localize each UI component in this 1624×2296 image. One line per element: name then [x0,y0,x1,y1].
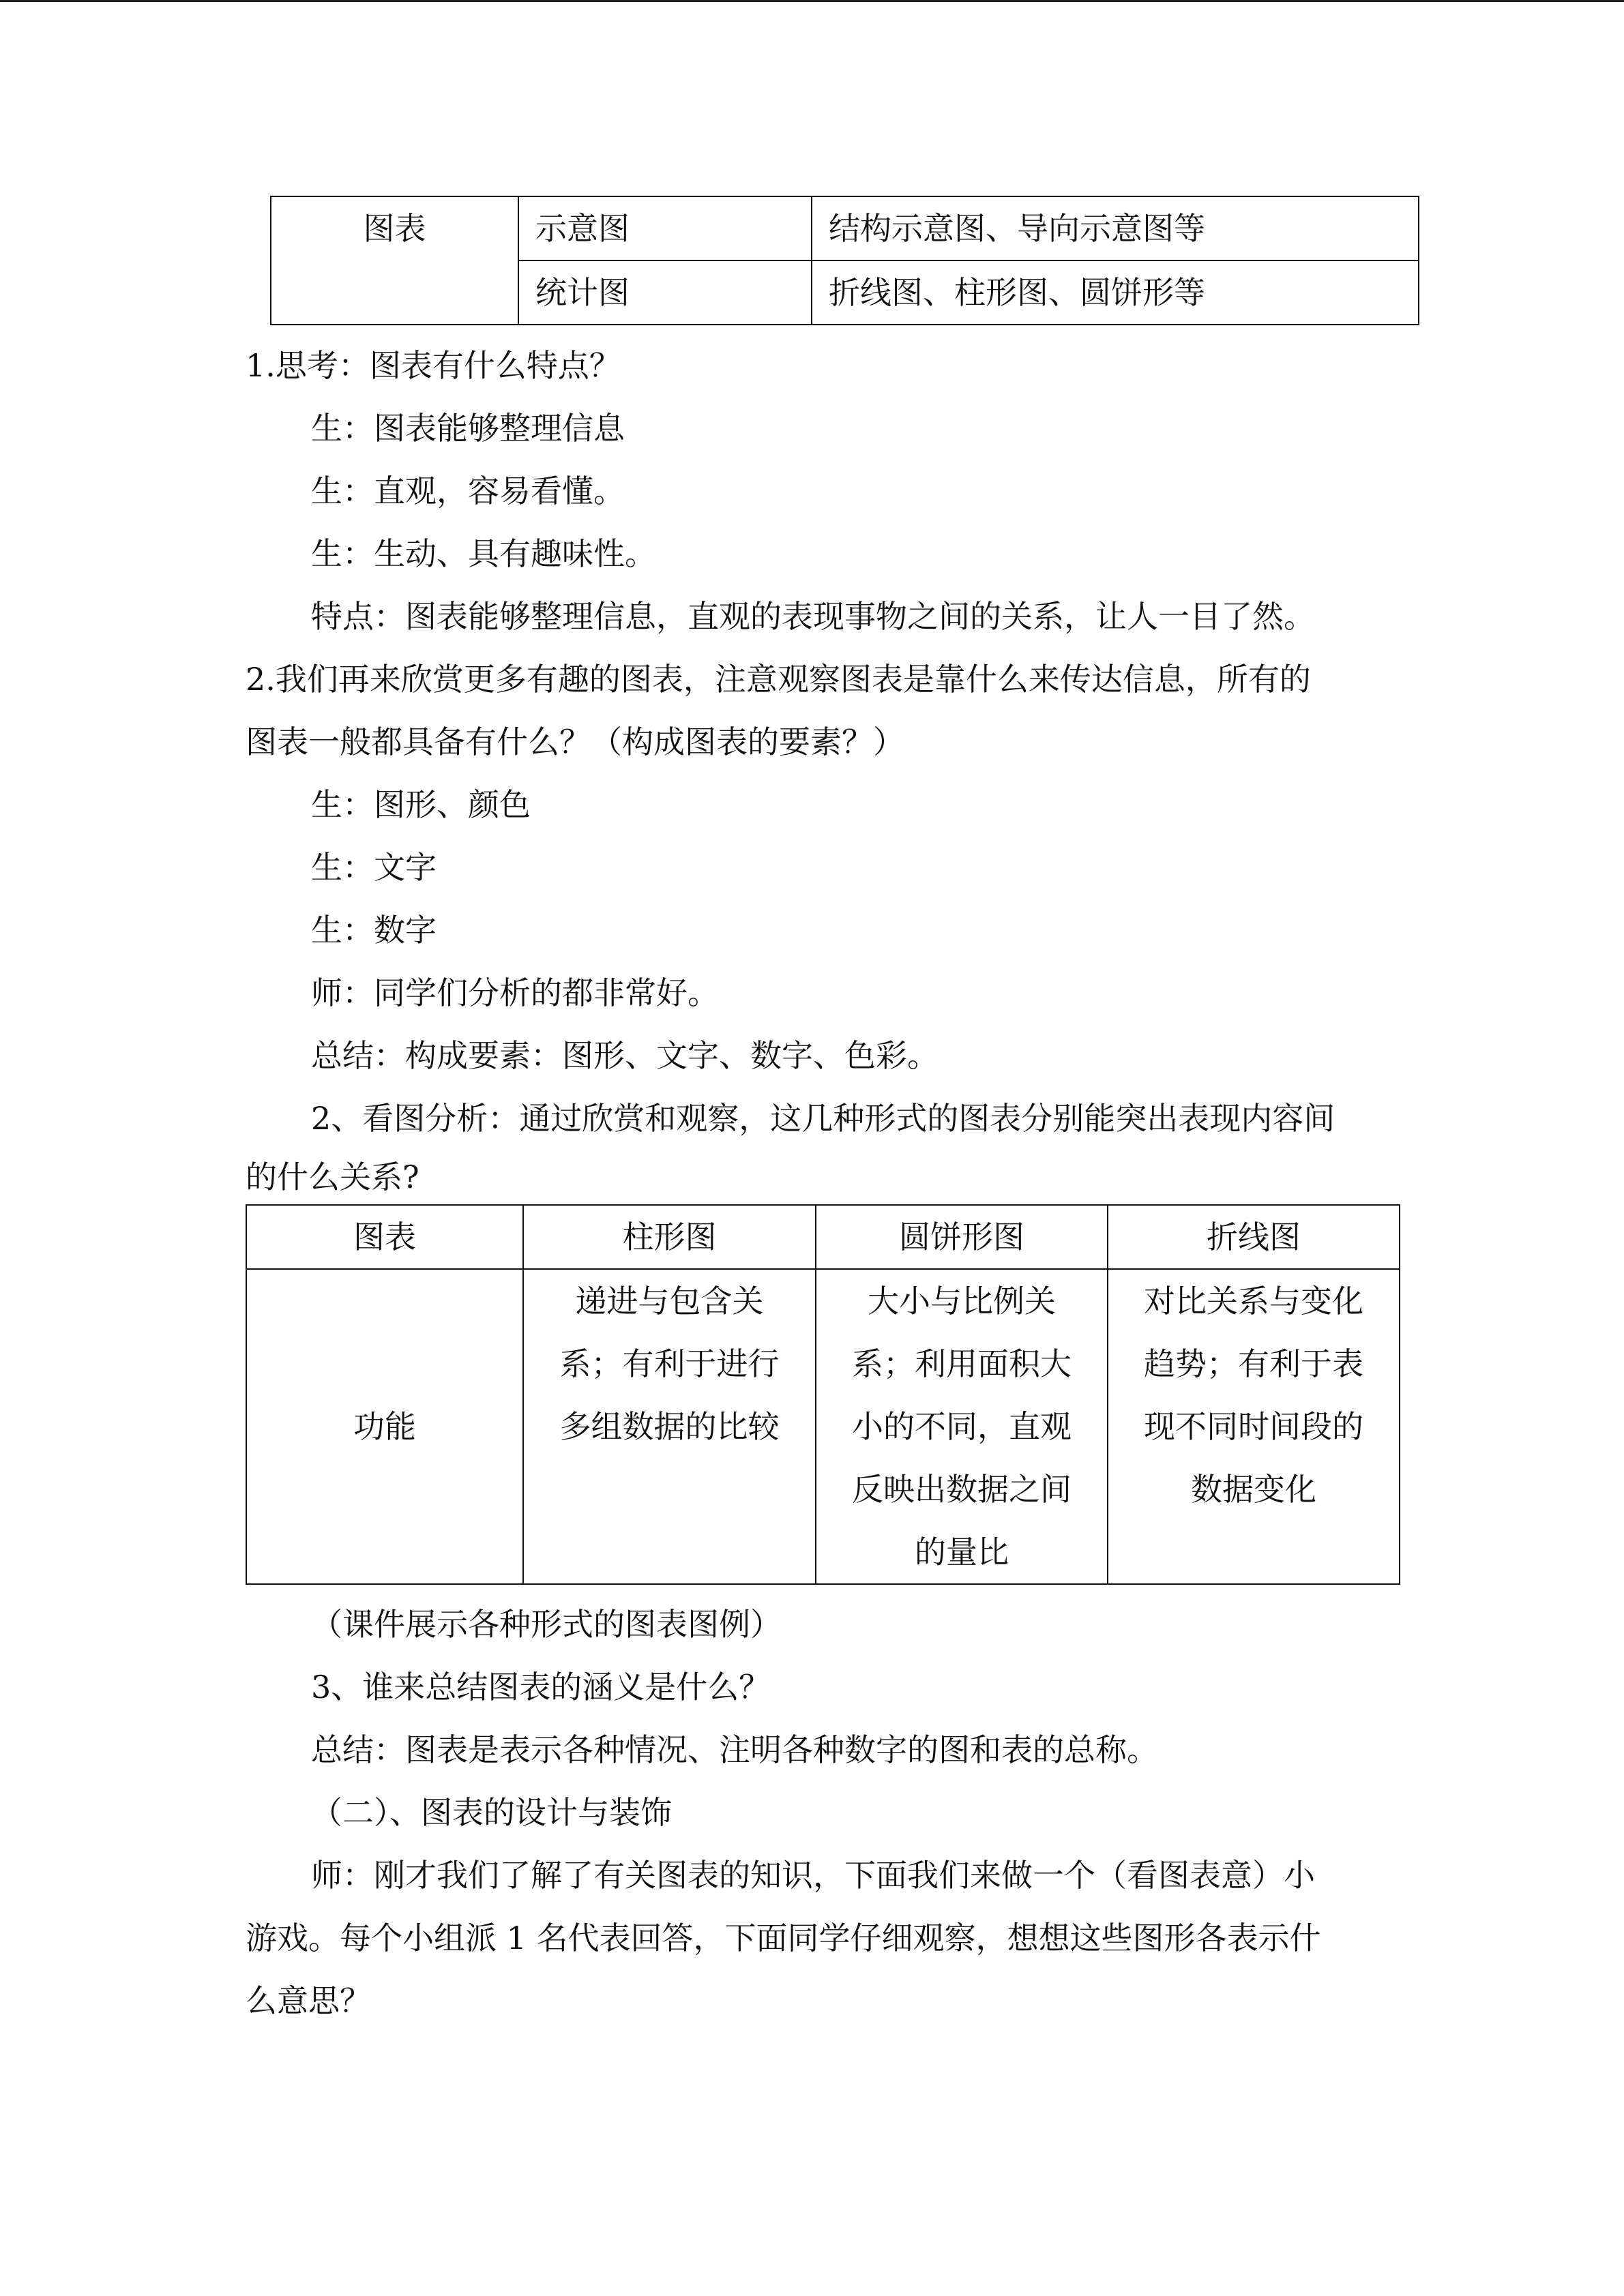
table-cell [523,1269,816,1584]
paragraph: 2.我们再来欣赏更多有趣的图表，注意观察图表是靠什么来传达信息，所有的 [246,661,1311,698]
paragraph: 3、谁来总结图表的涵义是什么？ [311,1669,771,1705]
paragraph: 1.思考：图表有什么特点？ [246,347,621,384]
paragraph: 生：文字 [311,849,437,886]
cell-line: 小的不同，直观 [852,1408,1072,1445]
cell-line: 对比关系与变化 [1144,1283,1363,1320]
paragraph: 的什么关系? [246,1159,419,1195]
cell-line: 现不同时间段的 [1144,1408,1363,1445]
table-cell: 示意图 [518,196,812,260]
paragraph: （课件展示各种形式的图表图例） [311,1606,782,1643]
table-cell: 折线图、柱形图、圆饼形等 [812,260,1419,325]
paragraph: 特点：图表能够整理信息，直观的表现事物之间的关系，让人一目了然。 [311,598,1315,635]
chart-types-table [270,196,1419,325]
paragraph: 生：数字 [311,912,437,949]
section-heading: （二）、图表的设计与装饰 [311,1794,672,1831]
cell-line: 大小与比例关 [868,1283,1056,1320]
paragraph: 2、看图分析：通过欣赏和观察，这几种形式的图表分别能突出表现内容间 [311,1100,1335,1137]
paragraph: 生：图形、颜色 [311,786,531,823]
table-row [246,1269,1400,1584]
paragraph: 总结：构成要素：图形、文字、数字、色彩。 [311,1037,939,1074]
paragraph: 总结：图表是表示各种情况、注明各种数字的图和表的总称。 [311,1731,1158,1768]
paragraph: 生：图表能够整理信息 [311,410,625,447]
cell-line: 的量比 [915,1534,1009,1570]
cell-line: 数据变化 [1191,1471,1316,1508]
paragraph: 图表一般都具备有什么？（构成图表的要素？） [246,724,904,760]
paragraph: 师：同学们分析的都非常好。 [311,974,719,1011]
table-cell: 结构示意图、导向示意图等 [812,196,1419,260]
paragraph: 师：刚才我们了解了有关图表的知识，下面我们来做一个（看图表意）小 [311,1857,1315,1894]
paragraph: 生：生动、具有趣味性。 [311,535,656,572]
paragraph: 么意思？ [246,1982,371,2019]
table-category-cell: 图表 [271,196,518,325]
table-header-cell: 图表 [246,1205,523,1269]
table-header-cell: 柱形图 [523,1205,816,1269]
cell-line: 趋势；有利于表 [1144,1345,1363,1382]
cell-line: 系；有利于进行 [559,1345,780,1382]
table-header-row [246,1205,1400,1269]
table-row-label: 功能 [246,1269,523,1584]
table-cell: 统计图 [518,260,812,325]
table-cell [816,1269,1108,1584]
table-row [271,196,1419,260]
cell-line: 反映出数据之间 [852,1471,1072,1508]
table-header-cell: 折线图 [1108,1205,1400,1269]
cell-line: 系；利用面积大 [852,1345,1072,1382]
cell-line: 多组数据的比较 [559,1408,780,1445]
paragraph: 生：直观，容易看懂。 [311,473,625,509]
chart-function-table [246,1204,1400,1585]
paragraph: 游戏。每个小组派 1 名代表回答，下面同学仔细观察，想想这些图形各表示什 [246,1920,1321,1956]
cell-line: 递进与包含关 [575,1283,764,1320]
table-cell [1108,1269,1400,1584]
table-header-cell: 圆饼形图 [816,1205,1108,1269]
